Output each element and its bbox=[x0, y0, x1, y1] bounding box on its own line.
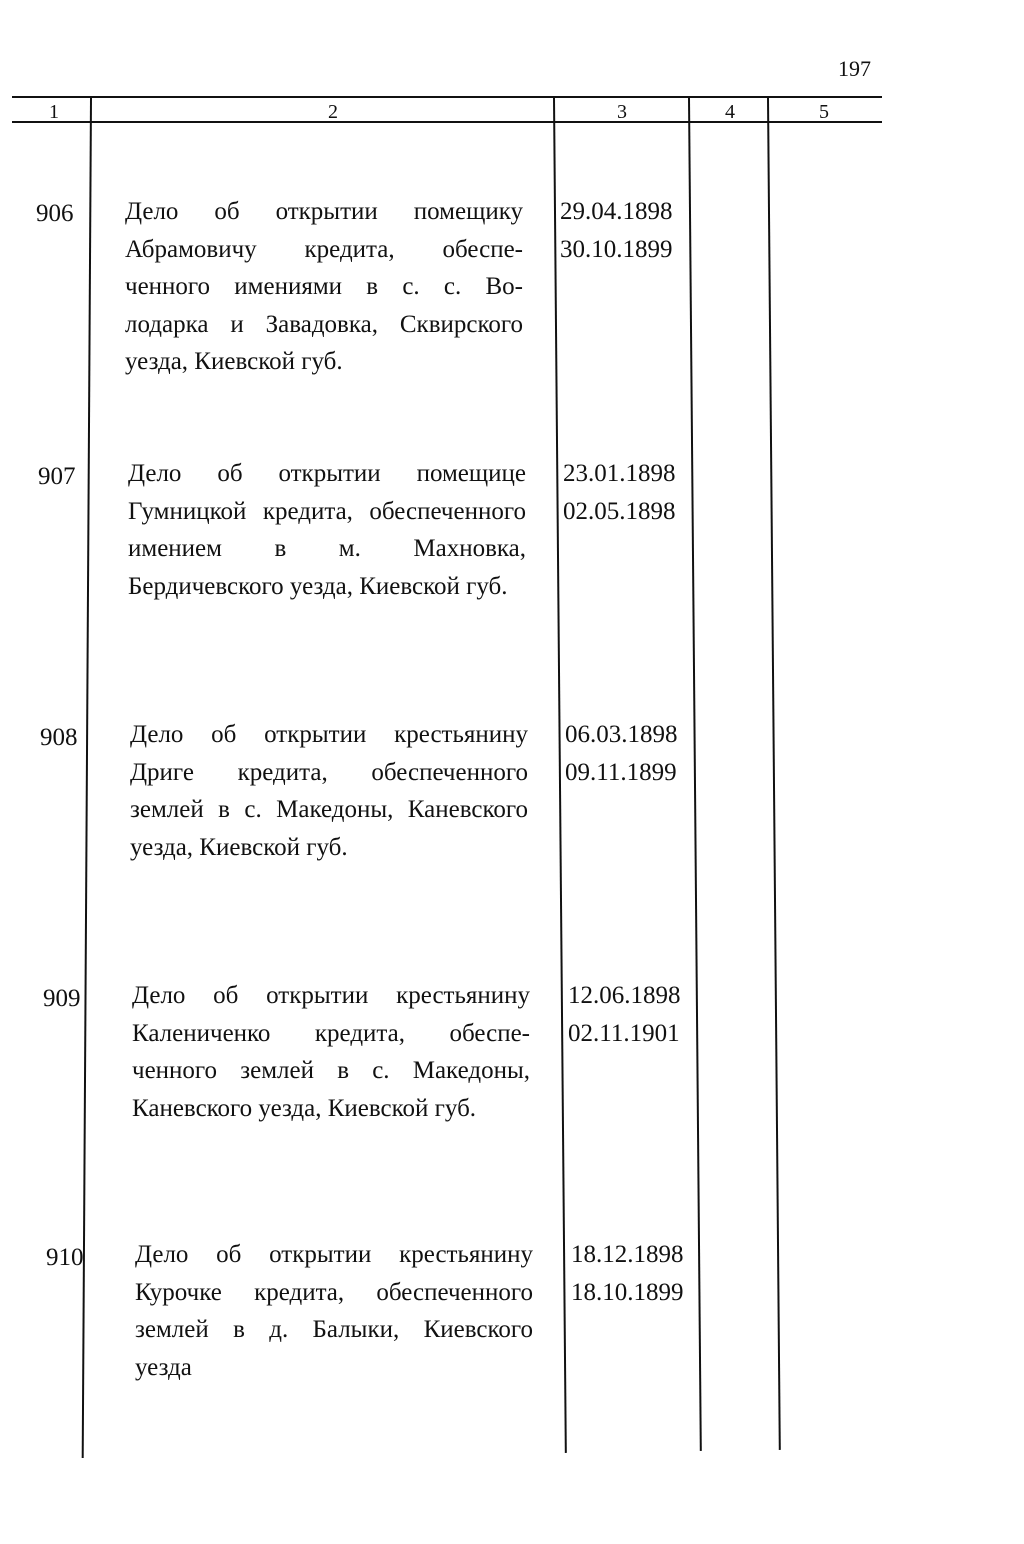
entry-dates: 23.01.1898 02.05.1898 bbox=[563, 460, 676, 525]
entry-dates: 12.06.1898 02.11.1901 bbox=[568, 982, 681, 1047]
page-number: 197 bbox=[838, 56, 871, 81]
entry-description: Дело об открытии крестьянину Курочке кредита, обеспеченного землей в д. Балыки, Киевского уезда bbox=[135, 1241, 533, 1381]
entry-description: Дело об открытии помещице Гумницкой кредита, обеспеченного имением в м. Махновка, Бердичевского уезда, Киевской губ. bbox=[128, 460, 526, 600]
column-header-4: 4 bbox=[725, 101, 735, 123]
entry-description: Дело об открытии помещику Абрамовичу кредита, обеспе- ченного имениями в с. с. Во- лодарка и Завадовка, Сквирского уезда, Киевской губ. bbox=[125, 198, 523, 375]
entry-number: 906 bbox=[36, 200, 74, 227]
column-header-1: 1 bbox=[49, 101, 59, 123]
header-top-rule bbox=[12, 96, 882, 98]
header-bottom-rule bbox=[12, 121, 882, 123]
entry-number: 908 bbox=[40, 724, 78, 751]
entry-description: Дело об открытии крестьянину Калениченко кредита, обеспе- ченного землей в с. Македоны, Каневского уезда, Киевской губ. bbox=[132, 982, 530, 1122]
column-divider-4 bbox=[767, 98, 781, 1450]
entry-dates: 18.12.1898 18.10.1899 bbox=[571, 1241, 684, 1306]
entry-dates: 06.03.1898 09.11.1899 bbox=[565, 721, 678, 786]
entry-description: Дело об открытии крестьянину Дриге кредита, обеспеченного землей в с. Македоны, Каневского уезда, Киевской губ. bbox=[130, 721, 528, 861]
entry-number: 909 bbox=[43, 985, 81, 1012]
column-header-5: 5 bbox=[819, 101, 829, 123]
column-header-3: 3 bbox=[617, 101, 627, 123]
entry-number: 907 bbox=[38, 463, 76, 490]
entry-number: 910 bbox=[46, 1244, 84, 1271]
column-header-2: 2 bbox=[328, 101, 338, 123]
entry-dates: 29.04.1898 30.10.1899 bbox=[560, 198, 673, 263]
column-divider-3 bbox=[688, 98, 702, 1451]
